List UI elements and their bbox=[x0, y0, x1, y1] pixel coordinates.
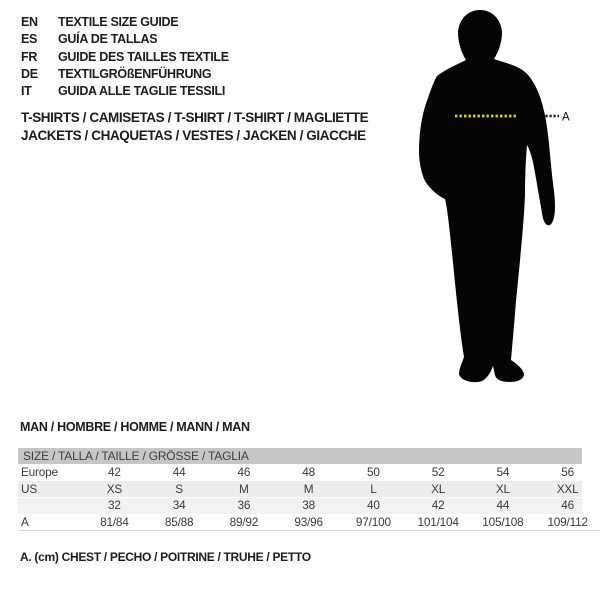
language-title: GUIDE DES TAILLES TEXTILE bbox=[58, 49, 229, 64]
size-table bbox=[18, 448, 600, 531]
man-silhouette-figure bbox=[403, 5, 578, 390]
size-cell: 46 bbox=[237, 465, 251, 480]
size-table-header: SIZE / TALLA / TAILLE / GRÖSSE / TAGLIA bbox=[18, 448, 582, 464]
language-title: TEXTILGRÖßENFÜHRUNG bbox=[58, 66, 212, 81]
size-cell: 38 bbox=[302, 498, 315, 513]
man-silhouette bbox=[419, 10, 555, 382]
size-cell: 48 bbox=[302, 465, 315, 480]
row-label: US bbox=[21, 481, 37, 496]
table-row-chest-cm bbox=[18, 514, 600, 532]
size-cell: 32 bbox=[108, 498, 121, 513]
language-row-it bbox=[21, 84, 229, 101]
language-row-de bbox=[21, 67, 229, 84]
size-cell: 42 bbox=[431, 498, 445, 513]
size-cell: 36 bbox=[237, 498, 251, 513]
size-cell: M bbox=[303, 481, 314, 496]
size-cell: 93/96 bbox=[294, 514, 323, 529]
measure-footnote: A. (cm) CHEST / PECHO / POITRINE / TRUHE / PETTO bbox=[20, 550, 311, 564]
size-cell: 46 bbox=[561, 498, 574, 513]
gender-heading: MAN / HOMBRE / HOMME / MANN / MAN bbox=[20, 420, 250, 434]
size-cell: 50 bbox=[367, 465, 380, 480]
category-tshirts: T-SHIRTS / CAMISETAS / T-SHIRT / T-SHIRT / MAGLIETTE bbox=[21, 110, 369, 125]
size-cell: M bbox=[239, 481, 249, 496]
size-cell: XXL bbox=[556, 481, 579, 496]
category-jackets: JACKETS / CHAQUETAS / VESTES / JACKEN / GIACCHE bbox=[21, 127, 366, 143]
size-cell: 56 bbox=[561, 465, 574, 480]
row-label: A bbox=[21, 514, 29, 529]
size-cell: XS bbox=[106, 481, 123, 496]
table-row-us-numeric bbox=[18, 497, 600, 514]
size-cell: 85/88 bbox=[164, 514, 194, 529]
table-row-europe bbox=[18, 464, 600, 481]
language-title-list bbox=[21, 15, 229, 101]
size-cell: 54 bbox=[496, 465, 510, 480]
size-cell: 44 bbox=[496, 498, 510, 513]
size-cell: L bbox=[370, 481, 377, 496]
language-row-en bbox=[21, 15, 229, 32]
table-row-us bbox=[18, 481, 600, 498]
size-cell: 109/112 bbox=[547, 514, 588, 529]
size-cell: 52 bbox=[431, 465, 445, 480]
language-row-es bbox=[21, 32, 229, 49]
garment-categories bbox=[21, 109, 368, 144]
size-cell: 34 bbox=[172, 498, 186, 513]
size-cell: 42 bbox=[108, 465, 121, 480]
size-cell: XL bbox=[495, 481, 510, 496]
language-title: GUÍA DE TALLAS bbox=[58, 32, 158, 47]
language-code: ES bbox=[21, 32, 38, 47]
size-cell: 89/92 bbox=[229, 514, 259, 529]
language-row-fr bbox=[21, 50, 229, 67]
language-code: DE bbox=[21, 66, 38, 81]
language-title: GUIDA ALLE TAGLIE TESSILI bbox=[58, 84, 226, 99]
size-cell: XL bbox=[431, 481, 446, 496]
row-label: Europe bbox=[21, 465, 58, 480]
size-cell: S bbox=[175, 481, 183, 496]
size-cell: 44 bbox=[172, 465, 186, 480]
size-cell: 81/84 bbox=[100, 514, 129, 529]
chest-measure-label-a: A bbox=[562, 111, 570, 124]
language-code: FR bbox=[21, 49, 38, 64]
size-cell: 105/108 bbox=[482, 514, 524, 529]
size-cell: 97/100 bbox=[355, 514, 391, 529]
language-code: IT bbox=[21, 84, 32, 99]
size-cell: 40 bbox=[367, 498, 380, 513]
language-code: EN bbox=[21, 15, 38, 29]
language-title: TEXTILE SIZE GUIDE bbox=[58, 15, 179, 29]
size-cell: 101/104 bbox=[417, 514, 459, 529]
